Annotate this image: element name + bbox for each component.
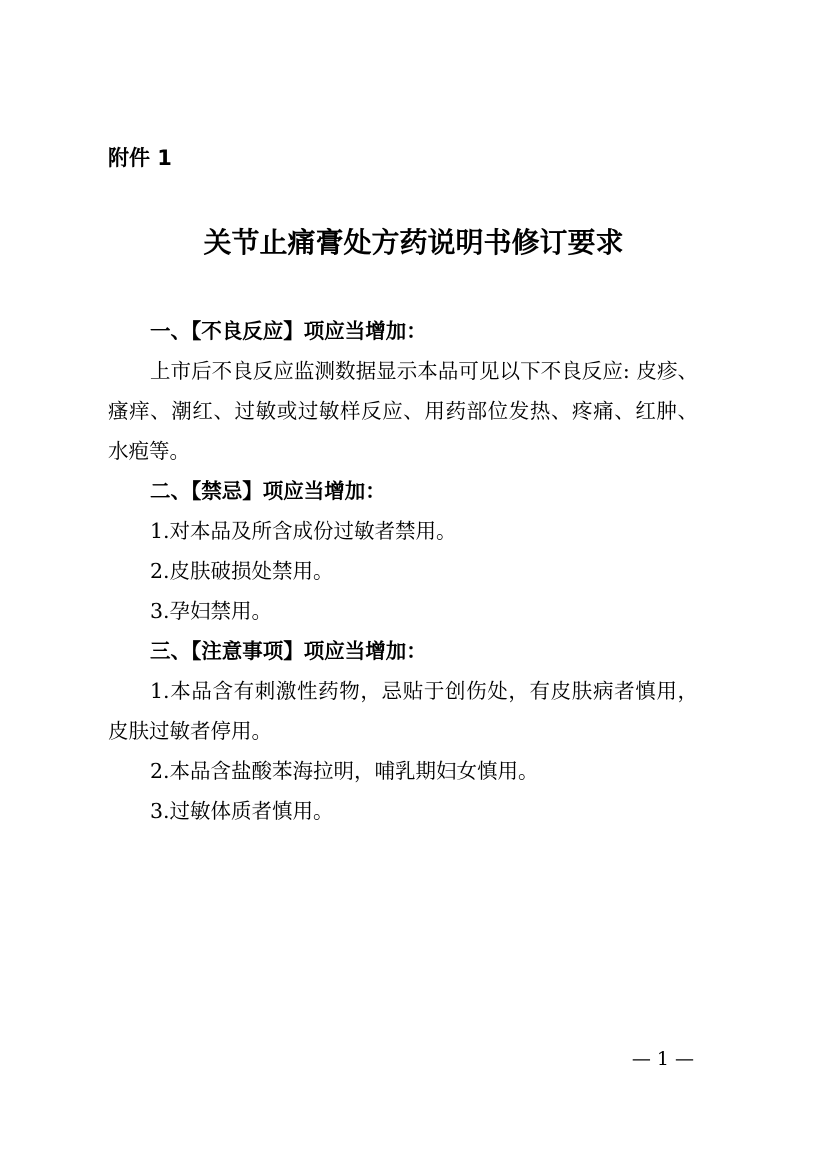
precaution-item: 2.本品含盐酸苯海拉明，哺乳期妇女慎用。 (150, 759, 539, 783)
contraindication-item: 1.对本品及所含成份过敏者禁用。 (150, 519, 457, 543)
section-heading-contraindications: 二、【禁忌】项应当增加： (150, 479, 386, 503)
contraindication-item: 3.孕妇禁用。 (150, 599, 273, 623)
attachment-label: 附件 1 (108, 146, 172, 170)
precaution-item: 3.过敏体质者慎用。 (150, 799, 334, 823)
document-body (108, 311, 698, 831)
document-title: 关节止痛膏处方药说明书修订要求 (203, 226, 624, 259)
page-number: — 1 — (631, 1048, 694, 1070)
adverse-reactions-paragraph: 上市后不良反应监测数据显示本品可见以下不良反应: 皮疹、瘙痒、潮红、过敏或过敏样反应、用药部位发热、疼痛、红肿、水疱等。 (108, 359, 698, 463)
precaution-item: 1.本品含有刺激性药物，忌贴于创伤处，有皮肤病者慎用，皮肤过敏者停用。 (108, 679, 698, 743)
section-heading-precautions: 三、【注意事项】项应当增加： (150, 639, 427, 663)
section-heading-adverse-reactions: 一、【不良反应】项应当增加： (150, 319, 427, 343)
contraindication-item: 2.皮肤破损处禁用。 (150, 559, 334, 583)
